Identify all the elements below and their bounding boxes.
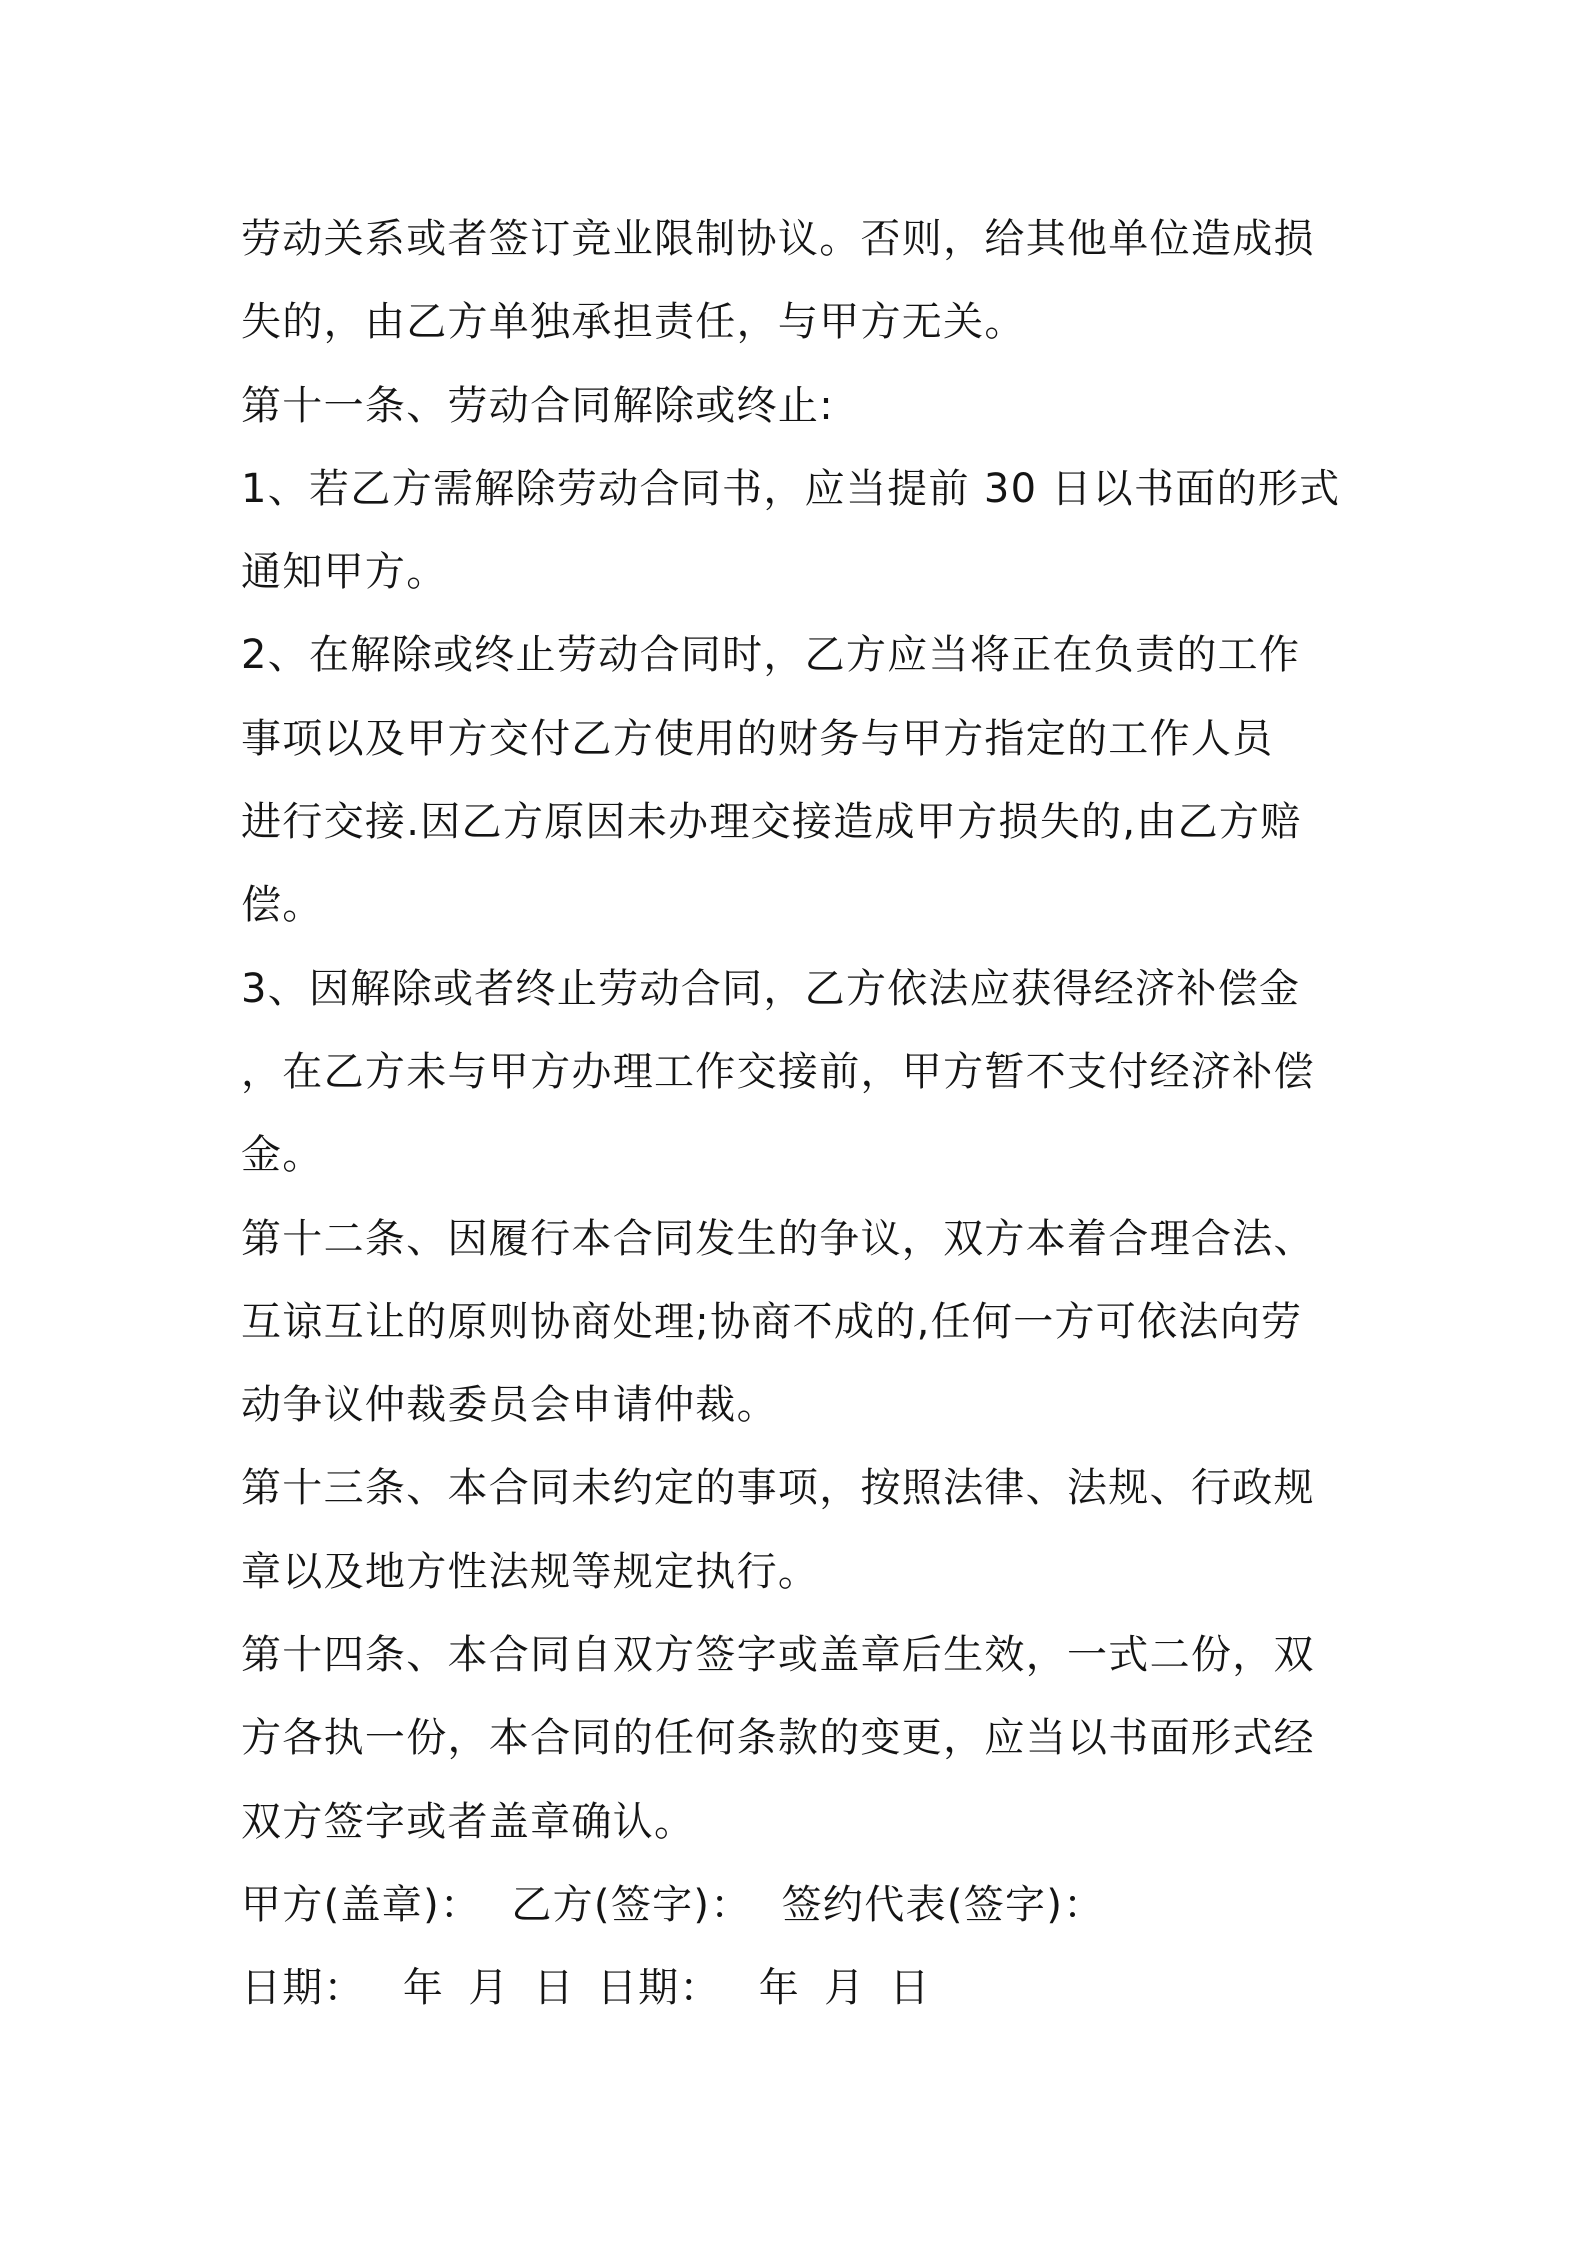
text-line: 动争议仲裁委员会申请仲裁。 [241,1382,778,1429]
date-label: 日期： [596,1965,721,2012]
article-heading: 第十二条、因履行本合同发生的争议，双方本着合理合法、 [241,1215,1315,1262]
text-line: 2、在解除或终止劳动合同时，乙方应当将正在负责的工作 [241,632,1301,679]
month-label: 月 [824,1965,866,2012]
date-row [241,1947,1351,2030]
text-line: 互谅互让的原则协商处理;协商不成的,任何一方可依法向劳 [241,1298,1303,1345]
signature-row [241,1864,1351,1947]
article-heading: 第十四条、本合同自双方签字或盖章后生效，一式二份，双 [241,1632,1315,1679]
text-line: 进行交接.因乙方原因未办理交接造成甲方损失的,由乙方赔 [241,799,1302,846]
text-line: 章以及地方性法规等规定执行。 [241,1548,820,1595]
party-a-seal-label: 甲方(盖章)： [241,1881,482,1928]
text-line: 失的，由乙方单独承担责任，与甲方无关。 [241,299,1026,346]
text-line: 偿。 [241,882,324,929]
article-heading: 第十一条、劳动合同解除或终止: [241,382,834,429]
date-label: 日期： [241,1965,365,2012]
month-label: 月 [468,1965,510,2012]
text-line: 方各执一份，本合同的任何条款的变更，应当以书面形式经 [241,1715,1315,1762]
text-line: 1、若乙方需解除劳动合同书，应当提前 30 日以书面的形式 [241,465,1341,512]
text-line: 通知甲方。 [241,549,448,596]
text-line: 劳动关系或者签订竞业限制协议。否则，给其他单位造成损 [241,216,1315,262]
article-heading: 第十三条、本合同未约定的事项，按照法律、法规、行政规 [241,1465,1315,1512]
representative-sign-label: 签约代表(签字)： [781,1881,1105,1928]
contract-body [241,198,1351,2031]
year-label: 年 [402,1965,445,2012]
text-line: 双方签字或者盖章确认。 [241,1798,696,1845]
text-line: ，在乙方未与甲方办理工作交接前，甲方暂不支付经济补偿 [241,1048,1315,1095]
party-b-sign-label: 乙方(签字)： [511,1881,752,1928]
text-line: 事项以及甲方交付乙方使用的财务与甲方指定的工作人员 [241,715,1274,762]
year-label: 年 [758,1965,801,2012]
text-line: 金。 [241,1132,324,1179]
text-line: 3、因解除或者终止劳动合同，乙方依法应获得经济补偿金 [241,965,1301,1012]
day-label: 日 [889,1965,931,2012]
day-label: 日 [533,1965,575,2012]
